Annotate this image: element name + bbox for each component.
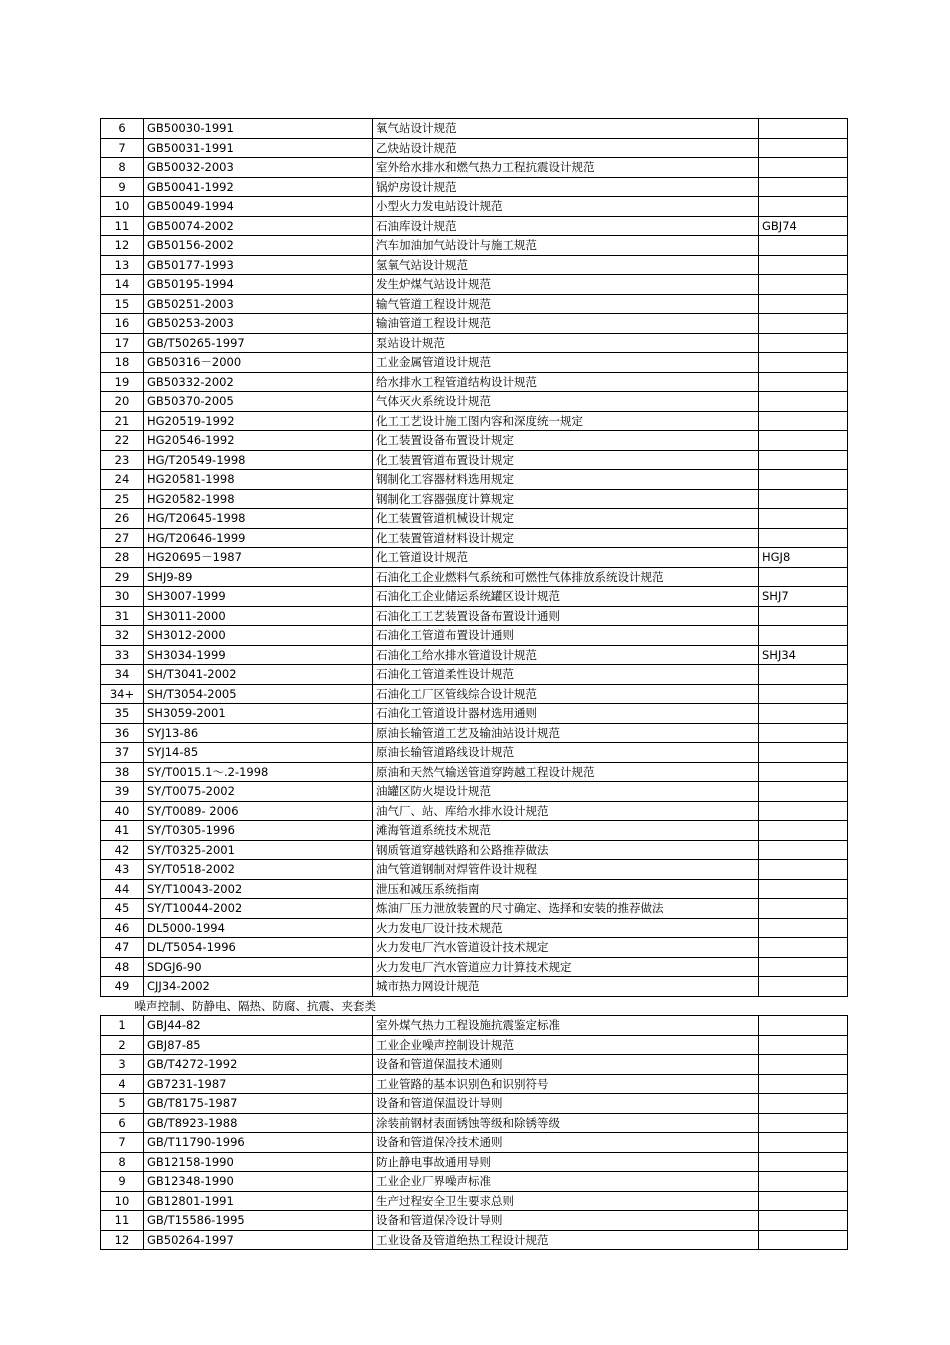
- row-number-cell: 23: [101, 450, 144, 470]
- standard-title-cell: 火力发电厂汽水管道应力计算技术规定: [373, 957, 759, 977]
- standard-code-cell: GB50253-2003: [144, 314, 373, 334]
- standard-code-cell: GB50251-2003: [144, 294, 373, 314]
- standard-code-cell: SY/T10043-2002: [144, 879, 373, 899]
- replaces-code-cell: [759, 1172, 848, 1192]
- table-row: [101, 821, 848, 841]
- row-number-cell: 14: [101, 275, 144, 295]
- standard-title-cell: 原油长输管道路线设计规范: [373, 743, 759, 763]
- replaces-code-cell: SHJ7: [759, 587, 848, 607]
- standard-code-cell: SY/T10044-2002: [144, 899, 373, 919]
- row-number-cell: 16: [101, 314, 144, 334]
- table-row: [101, 1230, 848, 1250]
- table-row: [101, 314, 848, 334]
- row-number-cell: 17: [101, 333, 144, 353]
- standard-code-cell: GB50030-1991: [144, 119, 373, 139]
- standard-code-cell: GB/T4272-1992: [144, 1055, 373, 1075]
- standard-code-cell: GB/T11790-1996: [144, 1133, 373, 1153]
- standard-code-cell: GB50041-1992: [144, 177, 373, 197]
- table-row: [101, 801, 848, 821]
- standard-title-cell: 氧气站设计规范: [373, 119, 759, 139]
- standard-title-cell: 泄压和减压系统指南: [373, 879, 759, 899]
- row-number-cell: 5: [101, 1094, 144, 1114]
- standard-title-cell: 钢制化工容器材料选用规定: [373, 470, 759, 490]
- row-number-cell: 18: [101, 353, 144, 373]
- row-number-cell: 32: [101, 626, 144, 646]
- table-row: [101, 294, 848, 314]
- row-number-cell: 47: [101, 938, 144, 958]
- standard-title-cell: 石油化工管道布置设计通则: [373, 626, 759, 646]
- table-row: [101, 587, 848, 607]
- row-number-cell: 39: [101, 782, 144, 802]
- row-number-cell: 34+: [101, 684, 144, 704]
- row-number-cell: 22: [101, 431, 144, 451]
- standard-title-cell: 室外给水排水和燃气热力工程抗震设计规范: [373, 158, 759, 178]
- row-number-cell: 27: [101, 528, 144, 548]
- standard-code-cell: GB50370-2005: [144, 392, 373, 412]
- replaces-code-cell: [759, 353, 848, 373]
- row-number-cell: 43: [101, 860, 144, 880]
- row-number-cell: 7: [101, 138, 144, 158]
- replaces-code-cell: [759, 704, 848, 724]
- standard-title-cell: 火力发电厂设计技术规范: [373, 918, 759, 938]
- table-row: [101, 197, 848, 217]
- replaces-code-cell: [759, 665, 848, 685]
- row-number-cell: 44: [101, 879, 144, 899]
- standard-code-cell: SH3012-2000: [144, 626, 373, 646]
- standards-table-body: [101, 119, 848, 1250]
- table-row: [101, 411, 848, 431]
- table-row: [101, 470, 848, 490]
- table-row: [101, 704, 848, 724]
- row-number-cell: 20: [101, 392, 144, 412]
- standard-title-cell: 输气管道工程设计规范: [373, 294, 759, 314]
- table-row: [101, 255, 848, 275]
- standard-title-cell: 原油长输管道工艺及输油站设计规范: [373, 723, 759, 743]
- standard-title-cell: 氢氧气站设计规范: [373, 255, 759, 275]
- standard-code-cell: HG20695－1987: [144, 548, 373, 568]
- standard-code-cell: SH/T3041-2002: [144, 665, 373, 685]
- replaces-code-cell: [759, 626, 848, 646]
- standard-title-cell: 设备和管道保温技术通则: [373, 1055, 759, 1075]
- table-row: [101, 333, 848, 353]
- standard-title-cell: 化工装置设备布置设计规定: [373, 431, 759, 451]
- section-header-row: [101, 996, 848, 1016]
- standard-code-cell: SYJ13-86: [144, 723, 373, 743]
- replaces-code-cell: [759, 899, 848, 919]
- replaces-code-cell: [759, 840, 848, 860]
- replaces-code-cell: [759, 723, 848, 743]
- row-number-cell: 48: [101, 957, 144, 977]
- table-row: [101, 743, 848, 763]
- table-row: [101, 938, 848, 958]
- standard-title-cell: 生产过程安全卫生要求总则: [373, 1191, 759, 1211]
- standard-title-cell: 化工装置管道机械设计规定: [373, 509, 759, 529]
- standard-code-cell: HG20519-1992: [144, 411, 373, 431]
- standard-title-cell: 泵站设计规范: [373, 333, 759, 353]
- row-number-cell: 33: [101, 645, 144, 665]
- replaces-code-cell: [759, 1230, 848, 1250]
- standard-title-cell: 石油化工企业储运系统罐区设计规范: [373, 587, 759, 607]
- standard-title-cell: 发生炉煤气站设计规范: [373, 275, 759, 295]
- standard-code-cell: SY/T0518-2002: [144, 860, 373, 880]
- standard-title-cell: 石油化工企业燃料气系统和可燃性气体排放系统设计规范: [373, 567, 759, 587]
- standard-code-cell: GB50156-2002: [144, 236, 373, 256]
- replaces-code-cell: [759, 392, 848, 412]
- standard-code-cell: GB50032-2003: [144, 158, 373, 178]
- standard-title-cell: 工业金属管道设计规范: [373, 353, 759, 373]
- row-number-cell: 42: [101, 840, 144, 860]
- standard-code-cell: SYJ14-85: [144, 743, 373, 763]
- row-number-cell: 12: [101, 236, 144, 256]
- row-number-cell: 10: [101, 1191, 144, 1211]
- replaces-code-cell: GBJ74: [759, 216, 848, 236]
- table-row: [101, 645, 848, 665]
- table-row: [101, 977, 848, 997]
- row-number-cell: 3: [101, 1055, 144, 1075]
- row-number-cell: 38: [101, 762, 144, 782]
- standard-code-cell: SHJ9-89: [144, 567, 373, 587]
- table-row: [101, 275, 848, 295]
- standard-code-cell: DL5000-1994: [144, 918, 373, 938]
- section-title: 噪声控制、防静电、隔热、防腐、抗震、夹套类: [101, 996, 848, 1016]
- standard-code-cell: GB/T50265-1997: [144, 333, 373, 353]
- table-row: [101, 177, 848, 197]
- standard-code-cell: SY/T0325-2001: [144, 840, 373, 860]
- row-number-cell: 7: [101, 1133, 144, 1153]
- table-row: [101, 392, 848, 412]
- replaces-code-cell: [759, 1094, 848, 1114]
- replaces-code-cell: [759, 1152, 848, 1172]
- replaces-code-cell: [759, 977, 848, 997]
- replaces-code-cell: [759, 138, 848, 158]
- standard-code-cell: GB50177-1993: [144, 255, 373, 275]
- standard-title-cell: 石油化工厂区管线综合设计规范: [373, 684, 759, 704]
- standard-title-cell: 设备和管道保冷设计导则: [373, 1211, 759, 1231]
- replaces-code-cell: [759, 1016, 848, 1036]
- table-row: [101, 1113, 848, 1133]
- replaces-code-cell: [759, 567, 848, 587]
- standard-code-cell: SH3011-2000: [144, 606, 373, 626]
- standard-code-cell: HG20546-1992: [144, 431, 373, 451]
- row-number-cell: 15: [101, 294, 144, 314]
- standard-code-cell: GB50074-2002: [144, 216, 373, 236]
- row-number-cell: 19: [101, 372, 144, 392]
- table-row: [101, 1035, 848, 1055]
- replaces-code-cell: [759, 177, 848, 197]
- table-row: [101, 606, 848, 626]
- standard-title-cell: 城市热力网设计规范: [373, 977, 759, 997]
- replaces-code-cell: [759, 333, 848, 353]
- table-row: [101, 119, 848, 139]
- standard-code-cell: SH3059-2001: [144, 704, 373, 724]
- standard-code-cell: CJJ34-2002: [144, 977, 373, 997]
- replaces-code-cell: [759, 1211, 848, 1231]
- standard-code-cell: GB50332-2002: [144, 372, 373, 392]
- replaces-code-cell: SHJ34: [759, 645, 848, 665]
- replaces-code-cell: [759, 236, 848, 256]
- standard-title-cell: 炼油厂压力泄放装置的尺寸确定、选择和安装的推荐做法: [373, 899, 759, 919]
- standard-title-cell: 化工装置管道材料设计规定: [373, 528, 759, 548]
- table-row: [101, 957, 848, 977]
- replaces-code-cell: [759, 762, 848, 782]
- standard-code-cell: HG/T20646-1999: [144, 528, 373, 548]
- standard-title-cell: 钢质管道穿越铁路和公路推荐做法: [373, 840, 759, 860]
- standard-code-cell: HG/T20645-1998: [144, 509, 373, 529]
- standard-code-cell: GB50195-1994: [144, 275, 373, 295]
- table-row: [101, 1074, 848, 1094]
- replaces-code-cell: [759, 470, 848, 490]
- standard-title-cell: 气体灭火系统设计规范: [373, 392, 759, 412]
- standard-code-cell: HG20582-1998: [144, 489, 373, 509]
- standard-title-cell: 汽车加油加气站设计与施工规范: [373, 236, 759, 256]
- row-number-cell: 35: [101, 704, 144, 724]
- row-number-cell: 28: [101, 548, 144, 568]
- row-number-cell: 1: [101, 1016, 144, 1036]
- replaces-code-cell: [759, 372, 848, 392]
- row-number-cell: 40: [101, 801, 144, 821]
- row-number-cell: 6: [101, 119, 144, 139]
- replaces-code-cell: [759, 528, 848, 548]
- standard-code-cell: SH/T3054-2005: [144, 684, 373, 704]
- replaces-code-cell: [759, 119, 848, 139]
- row-number-cell: 29: [101, 567, 144, 587]
- replaces-code-cell: [759, 606, 848, 626]
- standard-code-cell: SY/T0075-2002: [144, 782, 373, 802]
- replaces-code-cell: [759, 255, 848, 275]
- table-row: [101, 158, 848, 178]
- replaces-code-cell: HGJ8: [759, 548, 848, 568]
- standard-title-cell: 石油化工工艺装置设备布置设计通则: [373, 606, 759, 626]
- table-row: [101, 762, 848, 782]
- standard-title-cell: 石油库设计规范: [373, 216, 759, 236]
- standard-title-cell: 油气厂、站、库给水排水设计规范: [373, 801, 759, 821]
- standard-code-cell: SH3034-1999: [144, 645, 373, 665]
- standard-title-cell: 油罐区防火堤设计规范: [373, 782, 759, 802]
- standard-code-cell: GB/T8923-1988: [144, 1113, 373, 1133]
- row-number-cell: 25: [101, 489, 144, 509]
- standard-title-cell: 输油管道工程设计规范: [373, 314, 759, 334]
- replaces-code-cell: [759, 450, 848, 470]
- row-number-cell: 49: [101, 977, 144, 997]
- standard-title-cell: 工业企业厂界噪声标准: [373, 1172, 759, 1192]
- table-row: [101, 489, 848, 509]
- standard-title-cell: 石油化工管道设计器材选用通则: [373, 704, 759, 724]
- row-number-cell: 26: [101, 509, 144, 529]
- replaces-code-cell: [759, 1133, 848, 1153]
- row-number-cell: 6: [101, 1113, 144, 1133]
- table-row: [101, 431, 848, 451]
- row-number-cell: 30: [101, 587, 144, 607]
- table-row: [101, 1152, 848, 1172]
- standard-code-cell: GB50031-1991: [144, 138, 373, 158]
- row-number-cell: 45: [101, 899, 144, 919]
- standard-title-cell: 防止静电事故通用导则: [373, 1152, 759, 1172]
- standard-code-cell: GB50049-1994: [144, 197, 373, 217]
- row-number-cell: 8: [101, 158, 144, 178]
- row-number-cell: 34: [101, 665, 144, 685]
- standard-title-cell: 工业企业噪声控制设计规范: [373, 1035, 759, 1055]
- standard-code-cell: GB12801-1991: [144, 1191, 373, 1211]
- row-number-cell: 10: [101, 197, 144, 217]
- standard-title-cell: 化工管道设计规范: [373, 548, 759, 568]
- row-number-cell: 11: [101, 1211, 144, 1231]
- row-number-cell: 41: [101, 821, 144, 841]
- standard-code-cell: GB/T15586-1995: [144, 1211, 373, 1231]
- standard-title-cell: 工业管路的基本识别色和识别符号: [373, 1074, 759, 1094]
- table-row: [101, 216, 848, 236]
- row-number-cell: 21: [101, 411, 144, 431]
- row-number-cell: 2: [101, 1035, 144, 1055]
- row-number-cell: 8: [101, 1152, 144, 1172]
- table-row: [101, 1016, 848, 1036]
- replaces-code-cell: [759, 918, 848, 938]
- table-row: [101, 899, 848, 919]
- row-number-cell: 13: [101, 255, 144, 275]
- standard-code-cell: SY/T0089- 2006: [144, 801, 373, 821]
- replaces-code-cell: [759, 411, 848, 431]
- table-row: [101, 840, 848, 860]
- replaces-code-cell: [759, 821, 848, 841]
- replaces-code-cell: [759, 860, 848, 880]
- standard-title-cell: 乙炔站设计规范: [373, 138, 759, 158]
- standard-code-cell: HG/T20549-1998: [144, 450, 373, 470]
- table-row: [101, 450, 848, 470]
- table-row: [101, 723, 848, 743]
- replaces-code-cell: [759, 275, 848, 295]
- standard-title-cell: 锅炉房设计规范: [373, 177, 759, 197]
- replaces-code-cell: [759, 489, 848, 509]
- standard-title-cell: 工业设备及管道绝热工程设计规范: [373, 1230, 759, 1250]
- replaces-code-cell: [759, 1035, 848, 1055]
- replaces-code-cell: [759, 1191, 848, 1211]
- table-row: [101, 1055, 848, 1075]
- replaces-code-cell: [759, 509, 848, 529]
- replaces-code-cell: [759, 743, 848, 763]
- table-row: [101, 1211, 848, 1231]
- standard-code-cell: HG20581-1998: [144, 470, 373, 490]
- standard-code-cell: GB/T8175-1987: [144, 1094, 373, 1114]
- standard-title-cell: 原油和天然气输送管道穿跨越工程设计规范: [373, 762, 759, 782]
- replaces-code-cell: [759, 782, 848, 802]
- table-row: [101, 138, 848, 158]
- standard-title-cell: 设备和管道保温设计导则: [373, 1094, 759, 1114]
- standard-title-cell: 室外煤气热力工程设施抗震鉴定标准: [373, 1016, 759, 1036]
- table-row: [101, 1094, 848, 1114]
- row-number-cell: 24: [101, 470, 144, 490]
- standard-code-cell: GB50316－2000: [144, 353, 373, 373]
- standard-title-cell: 油气管道钢制对焊管件设计规程: [373, 860, 759, 880]
- standard-title-cell: 化工工艺设计施工图内容和深度统一规定: [373, 411, 759, 431]
- standard-title-cell: 滩海管道系统技术规范: [373, 821, 759, 841]
- standard-code-cell: GBJ87-85: [144, 1035, 373, 1055]
- standard-code-cell: SH3007-1999: [144, 587, 373, 607]
- table-row: [101, 372, 848, 392]
- table-row: [101, 782, 848, 802]
- table-row: [101, 626, 848, 646]
- table-row: [101, 567, 848, 587]
- standard-code-cell: SDGJ6-90: [144, 957, 373, 977]
- standard-code-cell: GB12348-1990: [144, 1172, 373, 1192]
- standard-code-cell: SY/T0305-1996: [144, 821, 373, 841]
- table-row: [101, 1191, 848, 1211]
- row-number-cell: 36: [101, 723, 144, 743]
- row-number-cell: 46: [101, 918, 144, 938]
- standard-title-cell: 给水排水工程管道结构设计规范: [373, 372, 759, 392]
- table-row: [101, 918, 848, 938]
- standard-code-cell: GB7231-1987: [144, 1074, 373, 1094]
- replaces-code-cell: [759, 1113, 848, 1133]
- standard-title-cell: 小型火力发电站设计规范: [373, 197, 759, 217]
- row-number-cell: 4: [101, 1074, 144, 1094]
- row-number-cell: 9: [101, 177, 144, 197]
- standard-code-cell: SY/T0015.1～.2-1998: [144, 762, 373, 782]
- table-row: [101, 353, 848, 373]
- table-row: [101, 528, 848, 548]
- row-number-cell: 31: [101, 606, 144, 626]
- row-number-cell: 37: [101, 743, 144, 763]
- row-number-cell: 12: [101, 1230, 144, 1250]
- replaces-code-cell: [759, 801, 848, 821]
- standard-title-cell: 钢制化工容器强度计算规定: [373, 489, 759, 509]
- replaces-code-cell: [759, 938, 848, 958]
- standard-title-cell: 火力发电厂汽水管道设计技术规定: [373, 938, 759, 958]
- table-row: [101, 665, 848, 685]
- table-row: [101, 860, 848, 880]
- table-row: [101, 509, 848, 529]
- replaces-code-cell: [759, 879, 848, 899]
- replaces-code-cell: [759, 1074, 848, 1094]
- standard-title-cell: 石油化工给水排水管道设计规范: [373, 645, 759, 665]
- standard-code-cell: GB12158-1990: [144, 1152, 373, 1172]
- standard-title-cell: 设备和管道保冷技术通则: [373, 1133, 759, 1153]
- standard-code-cell: GBJ44-82: [144, 1016, 373, 1036]
- replaces-code-cell: [759, 158, 848, 178]
- replaces-code-cell: [759, 314, 848, 334]
- replaces-code-cell: [759, 294, 848, 314]
- replaces-code-cell: [759, 684, 848, 704]
- table-row: [101, 684, 848, 704]
- standard-title-cell: 化工装置管道布置设计规定: [373, 450, 759, 470]
- table-row: [101, 548, 848, 568]
- table-row: [101, 1133, 848, 1153]
- table-row: [101, 1172, 848, 1192]
- standards-table: [100, 118, 848, 1250]
- row-number-cell: 9: [101, 1172, 144, 1192]
- standard-title-cell: 涂装前钢材表面锈蚀等级和除锈等级: [373, 1113, 759, 1133]
- table-row: [101, 879, 848, 899]
- replaces-code-cell: [759, 431, 848, 451]
- replaces-code-cell: [759, 1055, 848, 1075]
- standard-title-cell: 石油化工管道柔性设计规范: [373, 665, 759, 685]
- row-number-cell: 11: [101, 216, 144, 236]
- table-row: [101, 236, 848, 256]
- standard-code-cell: GB50264-1997: [144, 1230, 373, 1250]
- replaces-code-cell: [759, 197, 848, 217]
- standard-code-cell: DL/T5054-1996: [144, 938, 373, 958]
- replaces-code-cell: [759, 957, 848, 977]
